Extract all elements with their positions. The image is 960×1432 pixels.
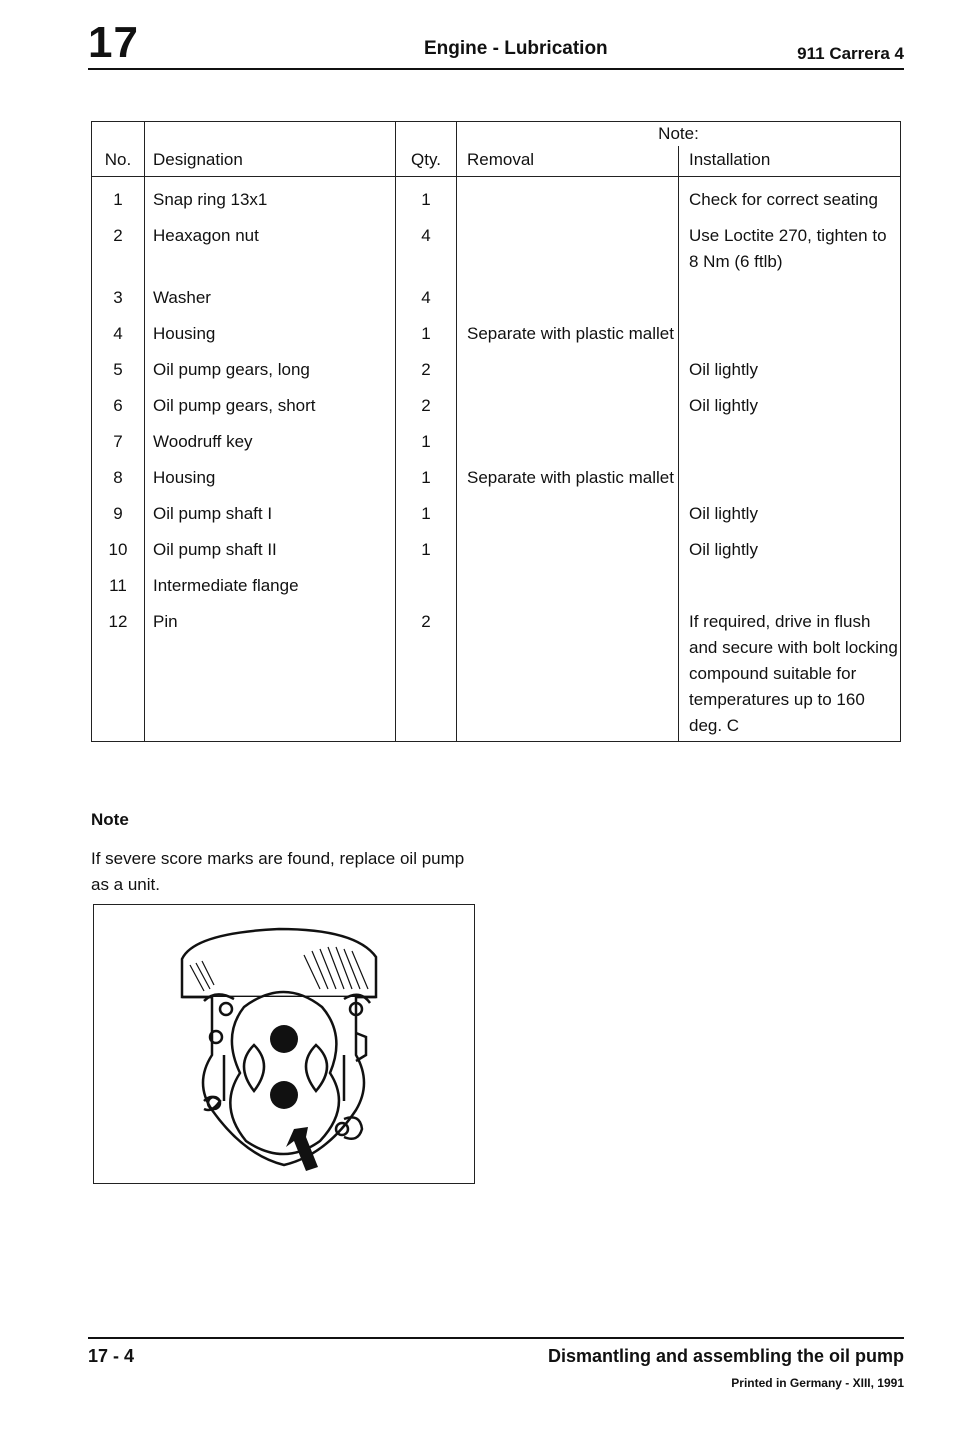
table-row: 12 Pin 2 If required, drive in flush and secure with bolt locking compound suitable for temperatures up to 160 deg. C xyxy=(92,609,901,742)
footer-title: Dismantling and assembling the oil pump xyxy=(547,1346,904,1366)
table-row: 4 Housing 1 Separate with plastic mallet xyxy=(92,321,901,357)
table-row: 3 Washer 4 xyxy=(92,285,901,321)
table-row: 1 Snap ring 13x1 1 Check for correct seating xyxy=(92,177,901,224)
table-row: 7 Woodruff key 1 xyxy=(92,429,901,465)
col-no: No. xyxy=(92,146,145,177)
col-qty: Qty. xyxy=(396,146,457,177)
page-number: 17 - 4 xyxy=(88,1346,135,1366)
table-row: 9 Oil pump shaft I 1 Oil lightly xyxy=(92,501,901,537)
oil-pump-figure xyxy=(93,904,475,1184)
oil-pump-illustration xyxy=(94,905,474,1183)
table-row: 11 Intermediate flange xyxy=(92,573,901,609)
model-name: 911 Carrera 4 xyxy=(797,44,904,63)
table-row: 8 Housing 1 Separate with plastic mallet xyxy=(92,465,901,501)
footer-rule xyxy=(88,1337,904,1339)
section-title: Engine - Lubrication xyxy=(424,38,608,59)
table-note-header xyxy=(92,122,901,147)
col-removal: Removal xyxy=(457,146,679,177)
note-heading: Note xyxy=(91,810,129,829)
col-installation: Installation xyxy=(679,146,901,177)
table-row: 5 Oil pump gears, long 2 Oil lightly xyxy=(92,357,901,393)
table-column-header xyxy=(92,146,901,177)
note-text: If severe score marks are found, replace oil pump as a unit. xyxy=(91,849,465,894)
chapter-number: 17 xyxy=(88,18,139,67)
printed-note: Printed in Germany - XIII, 1991 xyxy=(731,1376,904,1390)
table-row: 6 Oil pump gears, short 2 Oil lightly xyxy=(92,393,901,429)
header-rule xyxy=(88,68,904,70)
col-designation: Designation xyxy=(145,146,396,177)
parts-table xyxy=(91,121,901,742)
table-row: 2 Heaxagon nut 4 Use Loctite 270, tighten to 8 Nm (6 ftlb) xyxy=(92,223,901,285)
table-row: 10 Oil pump shaft II 1 Oil lightly xyxy=(92,537,901,573)
note-label: Note: xyxy=(658,124,699,143)
